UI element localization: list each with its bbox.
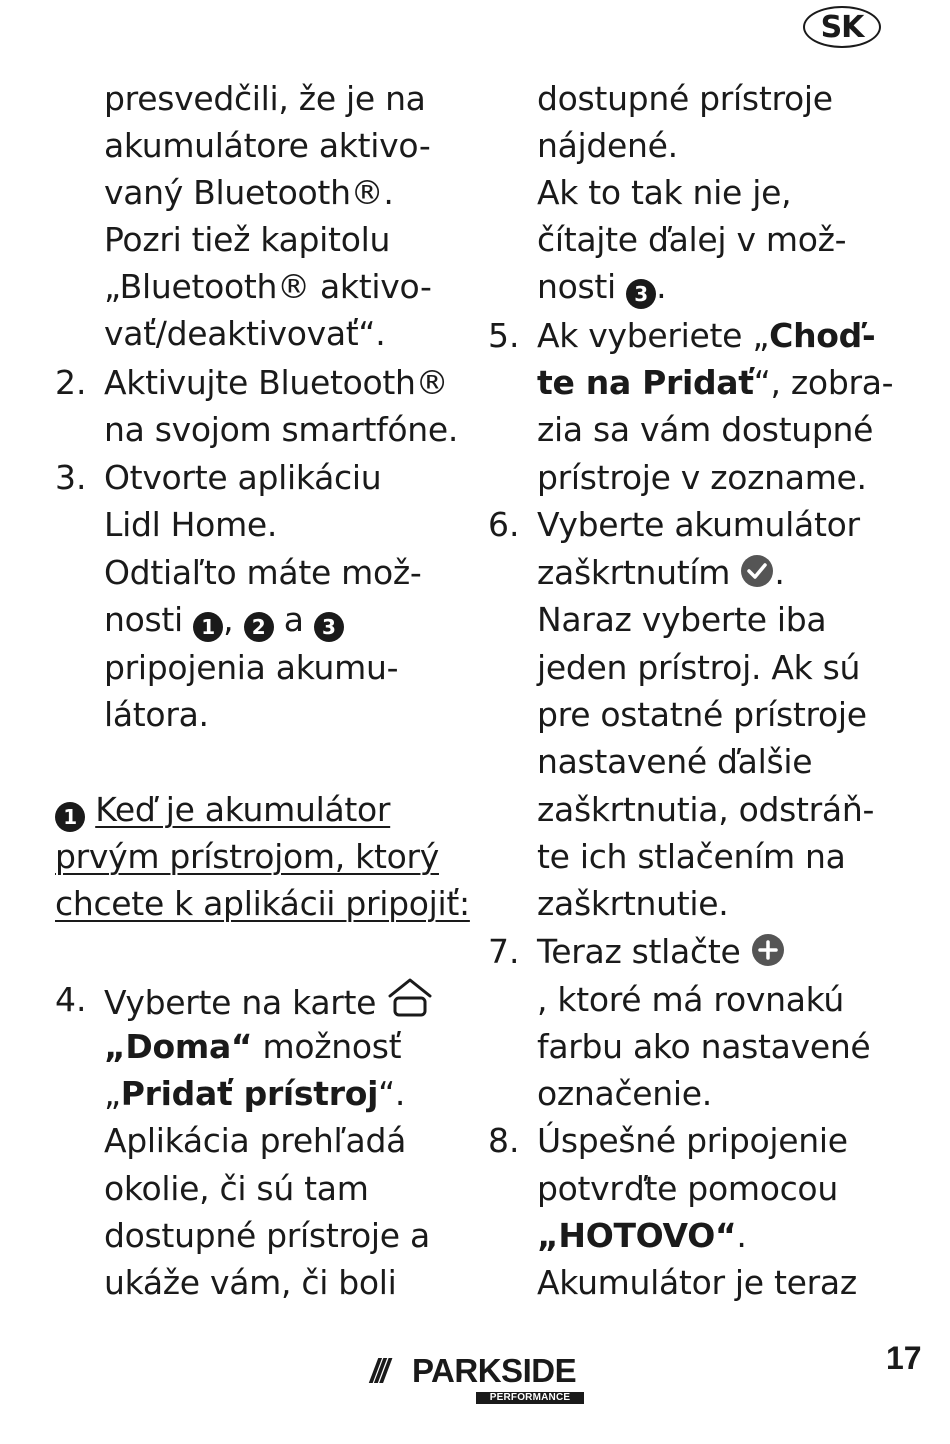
circled-number-1: 1	[55, 802, 85, 832]
text-line	[104, 596, 344, 643]
brand-sub: PERFORMANCE	[476, 1392, 584, 1404]
text-line: , ktoré má rovnakú	[537, 980, 845, 1019]
step-number: 5.	[488, 316, 520, 355]
text-line: látora.	[104, 695, 209, 734]
text-fragment: Ak vyberiete „	[537, 316, 770, 355]
text-line: akumulátore aktivo-	[104, 126, 431, 165]
step-number: 3.	[55, 458, 87, 497]
text-fragment: ,	[223, 600, 234, 639]
text-line: Vyberte akumulátor	[537, 505, 860, 544]
text-line: Naraz vyberte iba	[537, 600, 827, 639]
text-fragment: a	[283, 600, 304, 639]
text-line: čítajte ďalej v mož-	[537, 220, 847, 259]
text-line	[104, 1070, 405, 1117]
text-line: Odtiaľto máte mož-	[104, 553, 422, 592]
text-fragment: Teraz stlačte	[537, 932, 741, 971]
text-fragment: „HOTOVO“	[537, 1216, 737, 1255]
brand-logo	[370, 1352, 590, 1407]
circled-number-1: 1	[193, 612, 223, 642]
section-heading	[55, 786, 390, 833]
text-line: Pozri tiež kapitolu	[104, 220, 391, 259]
text-line: vaný Bluetooth®.	[104, 173, 394, 212]
text-fragment: Choď-	[769, 316, 876, 355]
check-circle-icon	[740, 554, 774, 588]
text-line: presvedčili, že je na	[104, 79, 426, 118]
text-line: Aktivujte Bluetooth®	[104, 363, 449, 402]
text-line: ukáže vám, či boli	[104, 1263, 397, 1302]
circled-number-3: 3	[314, 612, 344, 642]
text-fragment: “.	[378, 1074, 406, 1113]
text-line: Ak to tak nie je,	[537, 173, 792, 212]
text-line: zia sa vám dostupné	[537, 410, 874, 449]
section-heading: prvým prístrojom, ktorý	[55, 837, 439, 876]
text-line: Akumulátor je teraz	[537, 1263, 857, 1302]
page-number: 17	[886, 1340, 922, 1376]
text-fragment: Pridať prístroj	[120, 1074, 379, 1113]
text-fragment: „	[104, 1074, 121, 1113]
section-heading: chcete k aplikácii pripojiť:	[55, 884, 470, 923]
heading-text: Keď je akumulátor	[95, 790, 391, 829]
text-line	[104, 1023, 401, 1070]
text-line: jeden prístroj. Ak sú	[537, 648, 861, 687]
step-number: 7.	[488, 932, 520, 971]
text-line	[537, 928, 785, 975]
text-line: Úspešné pripojenie	[537, 1121, 848, 1160]
text-fragment: Vyberte na karte	[104, 983, 377, 1022]
text-line	[537, 359, 893, 406]
text-line: nájdené.	[537, 126, 678, 165]
text-line	[104, 976, 434, 1026]
circled-number-3: 3	[626, 279, 656, 309]
text-line: označenie.	[537, 1074, 712, 1113]
text-line: prístroje v zozname.	[537, 458, 867, 497]
text-fragment: .	[774, 553, 785, 592]
text-line: „Bluetooth® aktivo-	[104, 267, 432, 306]
text-fragment: te na Pridať	[537, 363, 754, 402]
text-line: na svojom smartfóne.	[104, 410, 459, 449]
text-line: vať/deaktivovať“.	[104, 314, 386, 353]
text-line: okolie, či sú tam	[104, 1169, 369, 1208]
text-fragment: “, zobra-	[753, 363, 894, 402]
text-line	[537, 549, 785, 596]
text-fragment: nosti	[537, 267, 616, 306]
text-line: Aplikácia prehľadá	[104, 1121, 407, 1160]
text-fragment: nosti	[104, 600, 183, 639]
text-line	[537, 1212, 747, 1259]
text-line: te ich stlačením na	[537, 837, 846, 876]
step-number: 4.	[55, 980, 87, 1019]
text-line: farbu ako nastavené	[537, 1027, 871, 1066]
text-fragment: zaškrtnutím	[537, 553, 731, 592]
text-fragment: .	[656, 267, 667, 306]
home-icon	[386, 976, 434, 1018]
text-line: nastavené ďalšie	[537, 742, 813, 781]
brand-name: PARKSIDE	[412, 1352, 577, 1389]
step-number: 8.	[488, 1121, 520, 1160]
text-line: Lidl Home.	[104, 505, 278, 544]
text-line	[537, 312, 875, 359]
text-line	[537, 263, 666, 310]
text-line: zaškrtnutie.	[537, 884, 729, 923]
text-line: pre ostatné prístroje	[537, 695, 867, 734]
text-fragment: .	[736, 1216, 747, 1255]
step-number: 2.	[55, 363, 87, 402]
text-line: potvrďte pomocou	[537, 1169, 838, 1208]
text-line: Otvorte aplikáciu	[104, 458, 382, 497]
circled-number-2: 2	[244, 612, 274, 642]
text-fragment: „Doma“	[104, 1027, 253, 1066]
language-badge: SK	[803, 6, 881, 48]
step-number: 6.	[488, 505, 520, 544]
text-line: zaškrtnutia, odstráň-	[537, 790, 875, 829]
plus-circle-icon	[751, 933, 785, 967]
text-fragment: možnosť	[262, 1027, 402, 1066]
text-line: dostupné prístroje	[537, 79, 833, 118]
text-line: dostupné prístroje a	[104, 1216, 430, 1255]
brand-slash-mark: ///	[370, 1352, 386, 1389]
text-line: pripojenia akumu-	[104, 648, 399, 687]
